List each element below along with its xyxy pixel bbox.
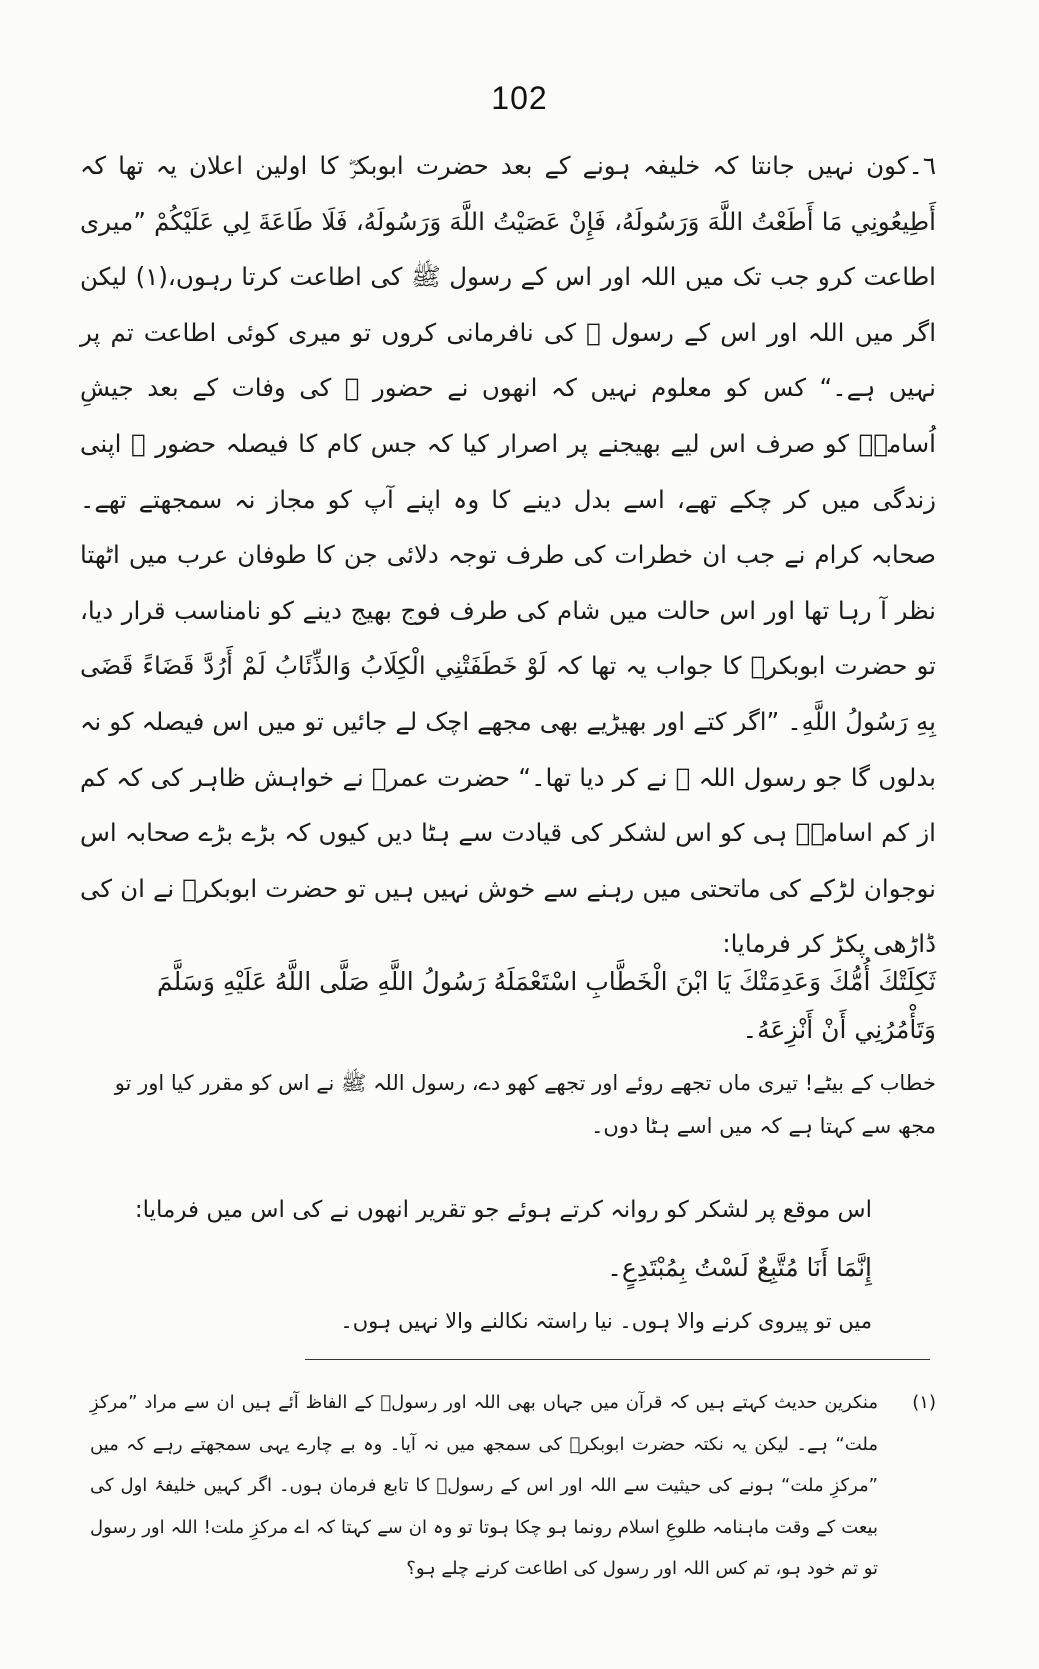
main-paragraph: ٦۔کون نہیں جانتا کہ خلیفہ ہونے کے بعد حضرت ابوبکرؓ کا اولین اعلان یہ تھا کہ أَطِيعُونِي مَا أَطَعْتُ اللَّهَ وَرَسُولَهُ، فَإِنْ عَصَيْتُ اللَّهَ وَرَسُولَهُ، فَلَا طَاعَةَ لِي عَلَيْكُمْ ”میری اطاعت کرو جب تک میں اللہ اور اس کے رسول ﷺ کی اطاعت کرتا رہوں،(١) لیکن اگر میں اللہ اور اس کے رسول ﷺ کی نافرمانی کروں تو میری کوئی اطاعت تم پر نہیں ہے۔“ کس کو معلوم نہیں کہ انھوں نے حضور ﷺ کی وفات کے بعد جیشِ اُسامہؓ کو صرف اس لیے بھیجنے پر اصرار کیا کہ جس کام کا فیصلہ حضور ﷺ اپنی زندگی میں کر چکے تھے، اسے بدل دینے کا وہ اپنے آپ کو مجاز نہ سمجھتے تھے۔ صحابہ کرام نے جب ان خطرات کی طرف توجہ دلائی جن کا طوفان عرب میں اٹھتا نظر آ رہا تھا اور اس حالت میں شام کی طرف فوج بھیج دینے کو نامناسب قرار دیا، تو حضرت ابوبکرؓ کا جواب یہ تھا کہ لَوْ خَطَفَتْنِي الْكِلَابُ وَالذِّئَابُ لَمْ أَرُدَّ قَضَاءً قَضَى بِهِ رَسُولُ اللَّهِ۔ ”اگر کتے اور بھیڑیے بھی مجھے اچک لے جائیں تو میں اس فیصلہ کو نہ بدلوں گا جو رسول اللہ ﷺ نے کر دیا تھا۔“ حضرت عمرؓ نے خواہش ظاہر کی کہ کم از کم اسامہؓ ہی کو اس لشکر کی قیادت سے ہٹا دیں کیوں کہ بڑے بڑے صحابہ اس نوجوان لڑکے کی ماتحتی میں رہنے سے خوش نہیں ہیں تو حضرت ابوبکرؓ نے ان کی ڈاڑھی پکڑ کر فرمایا: (80, 151, 936, 959)
footnote-text: منکرین حدیث کہتے ہیں کہ قرآن میں جہاں بھی اللہ اور رسولؐ کے الفاظ آئے ہیں ان سے مراد ”مرکزِ ملت“ ہے۔ لیکن یہ نکتہ حضرت ابوبکرؓ کی سمجھ میں نہ آیا۔ وہ بے چارے یہی سمجھتے رہے کہ میں ”مرکزِ ملت“ ہونے کی حیثیت سے اللہ اور اس کے رسولؐ کا تابع فرمان ہوں۔ اگر کہیں خلیفۂ اول کی بیعت کے وقت ماہنامہ طلوعِ اسلام رونما ہو چکا ہوتا تو وہ ان سے کہتا کہ اے مرکزِ ملت! اللہ اور رسول تو تم خود ہو، تم کس اللہ اور رسول کی اطاعت کرنے چلے ہو؟ (90, 1392, 878, 1579)
quote-2-translation: میں تو پیروی کرنے والا ہوں۔ نیا راستہ نکالنے والا نہیں ہوں۔ (340, 1309, 872, 1333)
page-number: 102 (491, 80, 548, 116)
arabic-quote-2: إِنَّمَا أَنَا مُتَّبِعٌ لَسْتُ بِمُبْتَدِعٍ۔ (607, 1253, 872, 1282)
quote-2-intro: اس موقع پر لشکر کو روانہ کرتے ہوئے جو تقریر انھوں نے کی اس میں فرمایا: (134, 1197, 872, 1223)
footnote-marker: (١) (912, 1392, 936, 1413)
quote-1-translation: خطاب کے بیٹے! تیری ماں تجھے روئے اور تجھے کھو دے، رسول اللہ ﷺ نے اس کو مقرر کیا اور تو مجھ سے کہتا ہے کہ میں اسے ہٹا دوں۔ (114, 1071, 936, 1138)
main-paragraph-block (80, 138, 936, 972)
footnote-divider (305, 1359, 930, 1360)
arabic-quote-1: ثَكِلَتْكَ أُمُّكَ وَعَدِمَتْكَ يَا ابْنَ الْخَطَّابِ اسْتَعْمَلَهُ رَسُولُ اللَّهِ صَلَّى اللَّهُ عَلَيْهِ وَسَلَّمَ وَتَأْمُرُنِي أَنْ أَنْزِعَهُ۔ (156, 967, 936, 1044)
